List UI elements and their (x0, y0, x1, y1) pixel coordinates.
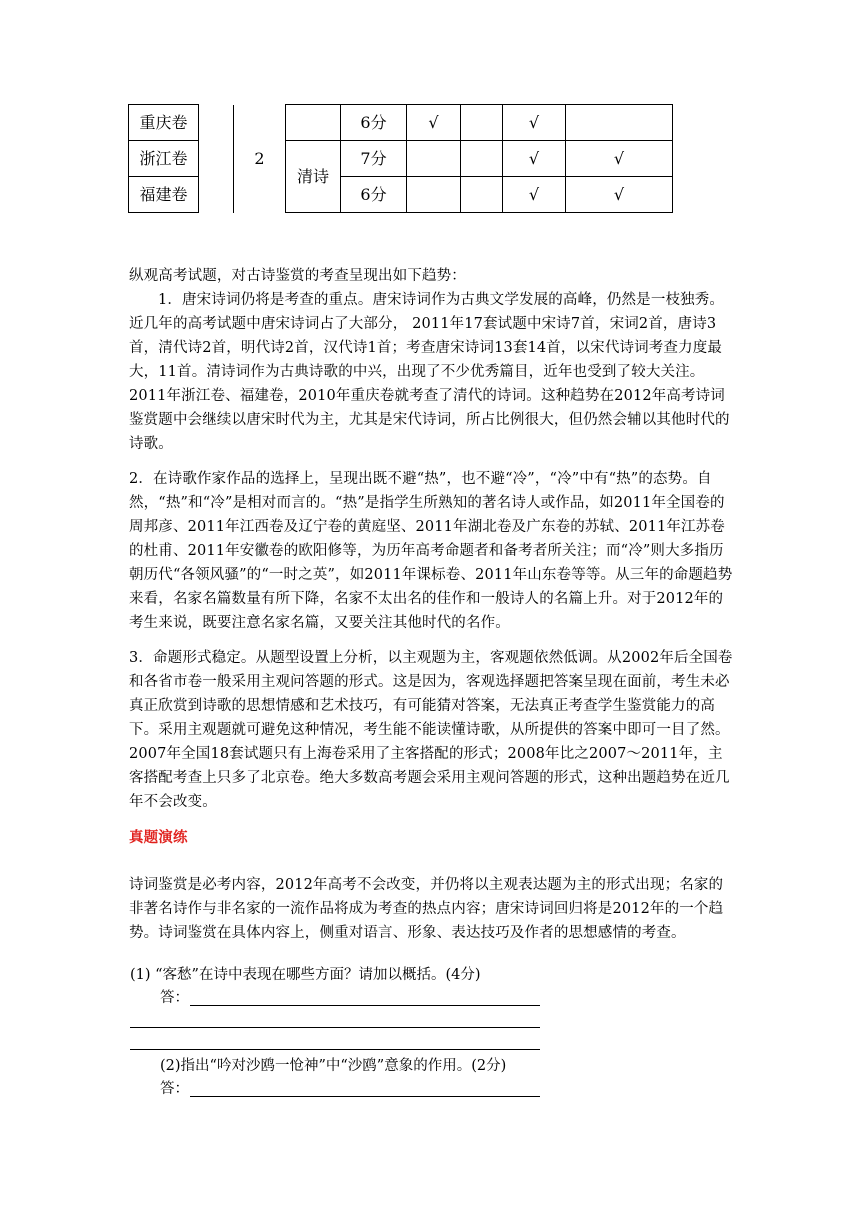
score-cell: 7分 (341, 141, 407, 177)
check-cell: √ (503, 141, 566, 177)
answer-line[interactable] (190, 1096, 540, 1097)
question-2: (2)指出“吟对沙鸥一怆神”中“沙鸥”意象的作用。(2分) (160, 1058, 507, 1074)
check-cell (407, 177, 461, 213)
check-cell: √ (503, 105, 566, 141)
score-cell: 6分 (341, 105, 407, 141)
question-1: (1) “客愁”在诗中表现在哪些方面？请加以概括。(4分) (130, 967, 481, 983)
check-cell: √ (566, 177, 673, 213)
count-cell: 2 (234, 105, 286, 213)
section-heading: 真题演练 (129, 829, 188, 846)
check-cell: √ (407, 105, 461, 141)
region-cell: 浙江卷 (129, 141, 199, 177)
trend-point-2: 2．在诗歌作家作品的选择上，呈现出既不避“热”，也不避“冷”，“冷”中有“热”的态势。自然，“热”和“冷”是相对而言的。“热”是指学生所熟知的著名诗人或作品，如2011年全国卷的周邦彦、2011年江西卷及辽宁卷的黄庭坚、2011年湖北卷及广东卷的苏轼、2011年江苏卷的杜甫、2011年安徽卷的欧阳修等，为历年高考命题者和备考者所关注；而“冷”则大多指历朝历代“各领风骚”的“一时之英”，如2011年课标卷、2011年山东卷等等。从三年的命题趋势来看，名家名篇数量有所下降，名家不太出名的佳作和一般诗人的名篇上升。对于2012年的考生来说，既要注意名家名篇，又要关注其他时代的名作。 (129, 471, 733, 631)
check-cell (461, 141, 503, 177)
check-cell: √ (566, 141, 673, 177)
check-cell: √ (503, 177, 566, 213)
trend-section (129, 264, 734, 456)
check-cell (407, 141, 461, 177)
answer-line[interactable] (190, 1005, 540, 1006)
answer-line[interactable] (130, 1049, 540, 1050)
table-row (129, 141, 673, 177)
trend-point-1: 1．唐宋诗词仍将是考查的重点。唐宋诗词作为古典文学发展的高峰，仍然是一枝独秀。近几年的高考试题中唐宋诗词占了大部分， 2011年17套试题中宋诗7首，宋词2首，唐诗3首，清代诗2首，明代诗2首，汉代诗1首；考查唐宋诗词13套14首，以宋代诗词考查力度最大，11首。清诗词作为古典诗歌的中兴，出现了不少优秀篇目，近年也受到了较大关注。2011年浙江卷、福建卷，2010年重庆卷就考查了清代的诗词。这种趋势在2012年高考诗词鉴赏题中会继续以唐宋时代为主，尤其是宋代诗词，所占比例很大，但仍然会辅以其他时代的诗歌。 (129, 292, 730, 452)
check-cell (461, 177, 503, 213)
answer-label-1: 答： (160, 990, 189, 1006)
answer-line[interactable] (130, 1027, 540, 1028)
table-row (129, 177, 673, 213)
exam-table (128, 104, 673, 213)
table-row (129, 105, 673, 141)
section-text: 诗词鉴赏是必考内容，2012年高考不会改变，并仍将以主观表达题为主的形式出现；名家的非著名诗作与非名家的一流作品将成为考查的热点内容；唐宋诗词回归将是2012年的一个趋势。诗词鉴赏在具体内容上，侧重对语言、形象、表达技巧及作者的思想感情的考查。 (129, 877, 724, 941)
region-cell: 重庆卷 (129, 105, 199, 141)
trend-point-3: 3．命题形式稳定。从题型设置上分析，以主观题为主，客观题依然低调。从2002年后全国卷和各省市卷一般采用主观问答题的形式。这是因为，客观选择题把答案呈现在面前，考生未必真正欣赏到诗歌的思想情感和艺术技巧，有可能猜对答案，无法真正考查学生鉴赏能力的高下。采用主观题就可避免这种情况，考生能不能读懂诗歌，从所提供的答案中即可一目了然。2007年全国18套试题只有上海卷采用了主客搭配的形式；2008年比之2007～2011年，主客搭配考查上只多了北京卷。绝大多数高考题会采用主观问答题的形式，这种出题趋势在近几年不会改变。 (129, 650, 733, 810)
intro-text: 纵观高考试题，对古诗鉴赏的考查呈现出如下趋势： (129, 268, 466, 284)
check-cell (461, 105, 503, 141)
region-cell: 福建卷 (129, 177, 199, 213)
score-cell: 6分 (341, 177, 407, 213)
check-cell (566, 105, 673, 141)
genre-cell: 清诗 (286, 141, 341, 213)
answer-label-2: 答： (160, 1081, 189, 1097)
